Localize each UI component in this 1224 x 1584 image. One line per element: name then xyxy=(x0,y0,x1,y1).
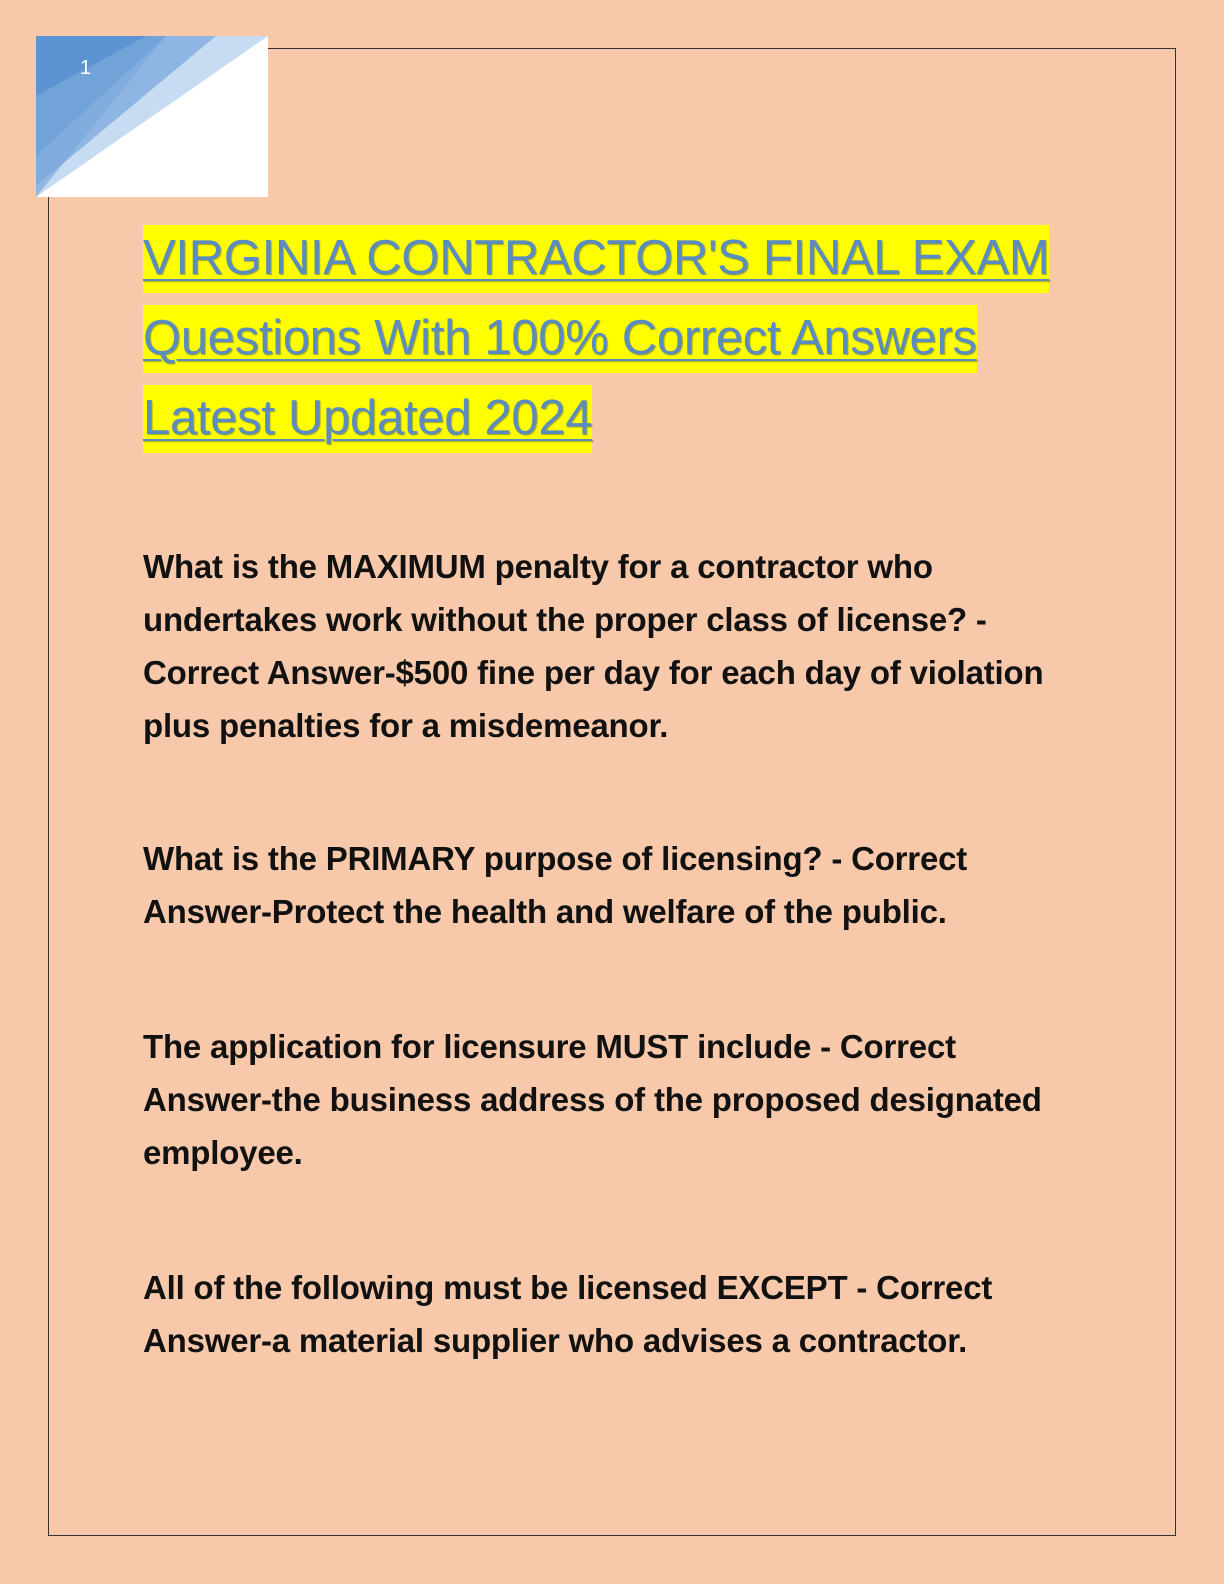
question-2: What is the PRIMARY purpose of licensing? - Correct Answer-Protect the health and welfare of the public. xyxy=(143,840,968,930)
title-line-3-text[interactable]: Latest Updated 2024 xyxy=(143,385,592,453)
page-number: 1 xyxy=(80,57,92,79)
title-line-2 xyxy=(143,298,1143,378)
title-line-3 xyxy=(143,378,1143,458)
question-3: The application for licensure MUST include - Correct Answer-the business address of the proposed designated employee. xyxy=(143,1028,1042,1171)
question-1: What is the MAXIMUM penalty for a contractor who undertakes work without the proper class of license? - Correct Answer-$500 fine per day for each day of violation plus penalties for a misdemeanor. xyxy=(143,548,1044,744)
title-line-1 xyxy=(143,218,1143,298)
corner-decoration xyxy=(36,36,268,197)
title-line-1-text[interactable]: VIRGINIA CONTRACTOR'S FINAL EXAM xyxy=(143,225,1049,293)
question-4: All of the following must be licensed EXCEPT - Correct Answer-a material supplier who advises a contractor. xyxy=(143,1269,993,1359)
title-line-2-text[interactable]: Questions With 100% Correct Answers xyxy=(143,305,977,373)
document-title xyxy=(143,218,1143,458)
